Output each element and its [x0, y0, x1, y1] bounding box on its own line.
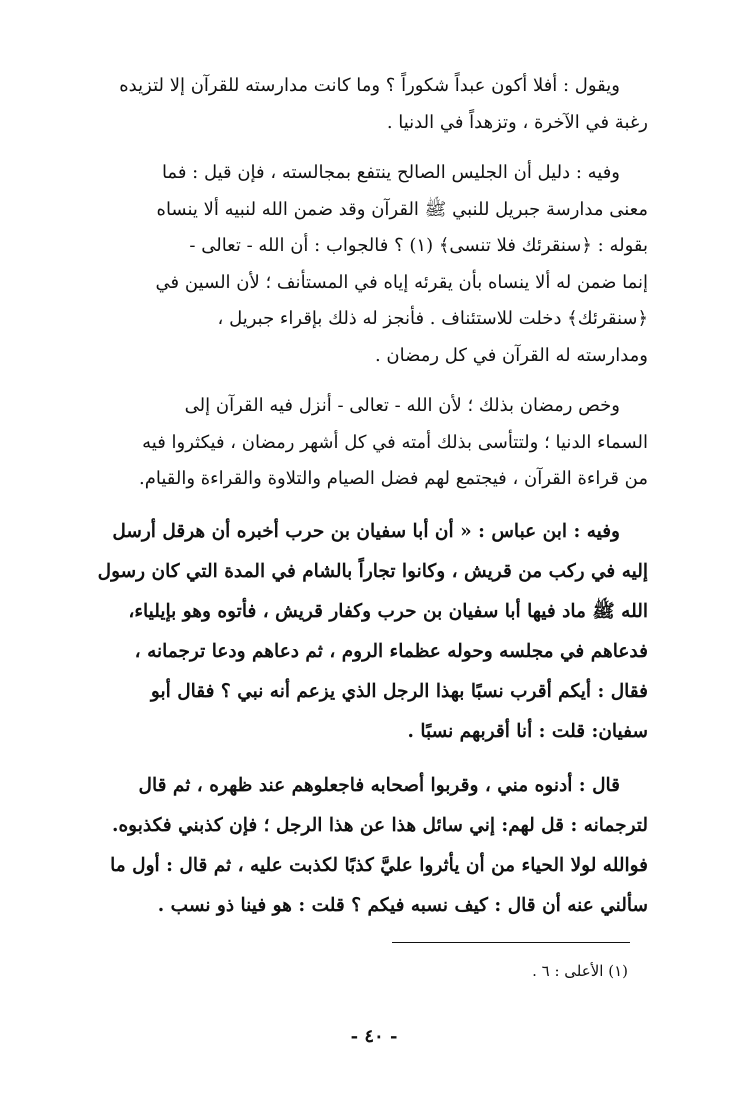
text-line: السماء الدنيا ؛ ولتتأسى بذلك أمته في كل أشهر رمضان ، فيكثروا فيه [142, 431, 648, 453]
paragraph-4 [88, 512, 648, 752]
text-line: إنما ضمن له ألا ينساه بأن يقرئه إياه في المستأنف ؛ لأن السين في [155, 271, 648, 293]
text-line: ومدارسته له القرآن في كل رمضان . [374, 344, 648, 366]
text-line: ﴿سنقرئك﴾ دخلت للاستئناف . فأنجز له ذلك بإقراء جبريل ، [217, 308, 648, 329]
text-line: سفيان: قلت : أنا أقربهم نسبًا . [407, 720, 648, 742]
footnote-divider [392, 942, 630, 943]
text-line: معنى مدارسة جبريل للنبي ﷺ القرآن وقد ضمن الله لنبيه ألا ينساه [156, 198, 648, 220]
text-line: الله ﷺ ماد فيها أبا سفيان بن حرب وكفار قريش ، فأتوه وهو بإيلياء، [128, 600, 648, 622]
text-line: رغبة في الآخرة ، وتزهداً في الدنيا . [386, 111, 648, 133]
text-line: وفيه : ابن عباس : « أن أبا سفيان بن حرب أخبره أن هرقل أرسل [112, 520, 620, 542]
footnote: (١) الأعلى : ٦ . [532, 962, 628, 980]
paragraph-1 [88, 68, 648, 141]
text-line: سألني عنه أن قال : كيف نسبه فيكم ؟ قلت : هو فينا ذو نسب . [157, 894, 648, 916]
text-line: من قراءة القرآن ، فيجتمع لهم فضل الصيام والتلاوة والقراءة والقيام. [138, 468, 648, 489]
text-line: قال : أدنوه مني ، وقربوا أصحابه فاجعلوهم عند ظهره ، ثم قال [138, 774, 620, 796]
paragraph-2 [88, 155, 648, 374]
text-line: فدعاهم في مجلسه وحوله عظماء الروم ، ثم دعاهم ودعا ترجمانه ، [134, 640, 648, 662]
page-number: - ٤٠ - [350, 1026, 398, 1047]
text-line: فقال : أيكم أقرب نسبًا بهذا الرجل الذي يزعم أنه نبي ؟ فقال أبو [150, 680, 648, 702]
paragraph-5 [88, 766, 648, 926]
text-line: لترجمانه : قل لهم: إني سائل هذا عن هذا الرجل ؛ فإن كذبني فكذبوه. [112, 814, 648, 836]
paragraph-3 [88, 388, 648, 498]
text-line: فوالله لولا الحياء من أن يأثروا عليَّ كذبًا لكذبت عليه ، ثم قال : أول ما [110, 854, 648, 876]
text-line: وخص رمضان بذلك ؛ لأن الله - تعالى - أنزل فيه القرآن إلى [184, 395, 620, 416]
text-line: وفيه : دليل أن الجليس الصالح ينتفع بمجالسته ، فإن قيل : فما [161, 162, 620, 183]
text-line: ويقول : أفلا أكون عبداً شكوراً ؟ وما كانت مدارسته للقرآن إلا لتزيده [119, 75, 620, 96]
text-line: بقوله : ﴿سنقرئك فلا تنسى﴾ (١) ؟ فالجواب : أن الله - تعالى - [189, 235, 648, 256]
text-line: إليه في ركب من قريش ، وكانوا تجاراً بالشام في المدة التي كان رسول [97, 560, 648, 582]
page-body [88, 68, 648, 940]
